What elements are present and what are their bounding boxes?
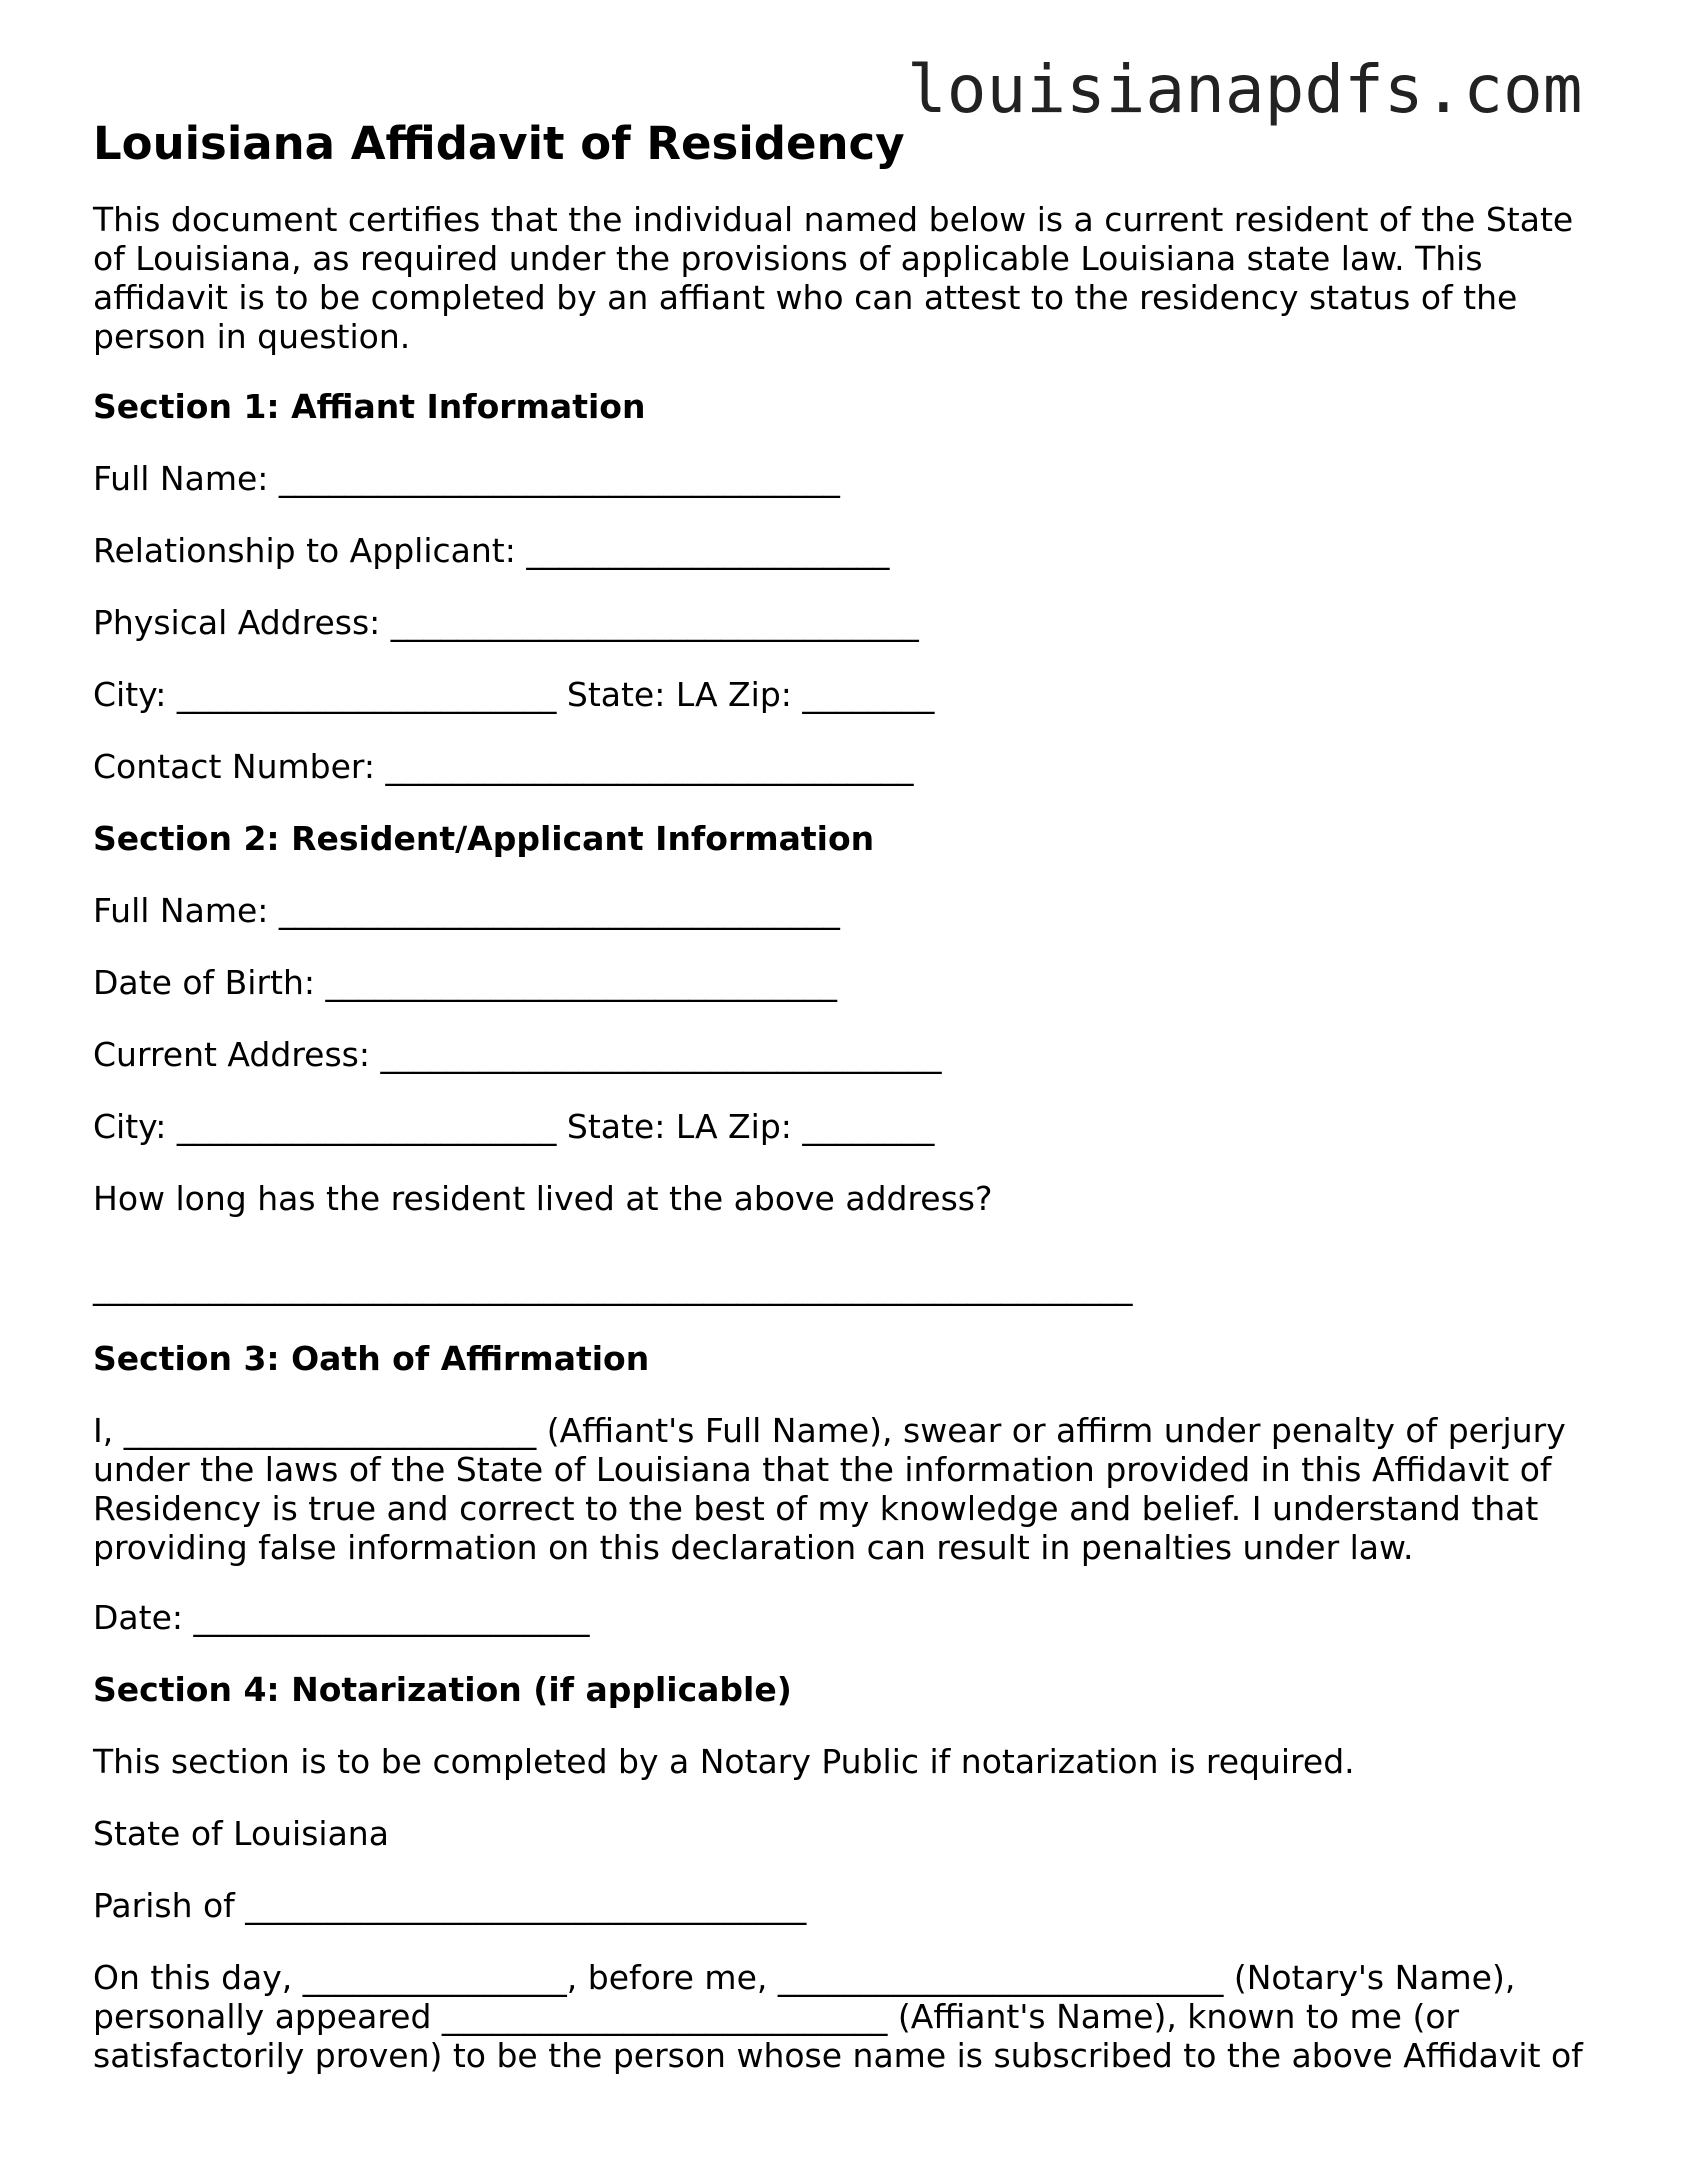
- current-address-field[interactable]: Current Address: __________________________________: [93, 1035, 942, 1074]
- notary-note: This section is to be completed by a Notary Public if notarization is required.: [93, 1742, 1355, 1781]
- notary-line: satisfactorily proven) to be the person whose name is subscribed to the above Affidavit of: [93, 2036, 1583, 2075]
- resident-city-state-zip-field[interactable]: City: _______________________ State: LA Zip: ________: [93, 1107, 935, 1146]
- physical-address-field[interactable]: Physical Address: ________________________________: [93, 603, 919, 642]
- intro-line: person in question.: [93, 317, 411, 356]
- notary-paragraph: [93, 1958, 1593, 2075]
- notary-line[interactable]: personally appeared ___________________________ (Affiant's Name), known to me (or: [93, 1997, 1460, 2036]
- notary-line[interactable]: On this day, ________________, before me, ___________________________ (Notary's Name),: [93, 1958, 1516, 1997]
- date-of-birth-field[interactable]: Date of Birth: _______________________________: [93, 963, 837, 1002]
- section-1-heading: Section 1: Affiant Information: [93, 387, 646, 426]
- document-body: [93, 112, 1593, 2075]
- affiant-city-state-zip-field[interactable]: City: _______________________ State: LA Zip: ________: [93, 675, 935, 714]
- intro-line: This document certifies that the individual named below is a current resident of the State: [93, 200, 1574, 239]
- document-title: Louisiana Affidavit of Residency: [93, 117, 905, 170]
- oath-line: providing false information on this declaration can result in penalties under law.: [93, 1528, 1414, 1567]
- intro-line: of Louisiana, as required under the provisions of applicable Louisiana state law. This: [93, 239, 1483, 278]
- affiant-full-name-field[interactable]: Full Name: __________________________________: [93, 459, 840, 498]
- section-2-heading: Section 2: Resident/Applicant Information: [93, 819, 875, 858]
- how-long-question: How long has the resident lived at the above address?: [93, 1179, 993, 1218]
- oath-line: Residency is true and correct to the best of my knowledge and belief. I understand that: [93, 1489, 1539, 1528]
- watermark: louisianapdfs.com: [907, 51, 1583, 128]
- relationship-field[interactable]: Relationship to Applicant: ______________________: [93, 531, 890, 570]
- intro-line: affidavit is to be completed by an affiant who can attest to the residency status of the: [93, 278, 1518, 317]
- contact-number-field[interactable]: Contact Number: ________________________________: [93, 747, 914, 786]
- oath-date-field[interactable]: Date: ________________________: [93, 1598, 590, 1637]
- section-4-heading: Section 4: Notarization (if applicable): [93, 1670, 792, 1709]
- section-3-heading: Section 3: Oath of Affirmation: [93, 1339, 650, 1378]
- resident-full-name-field[interactable]: Full Name: __________________________________: [93, 891, 840, 930]
- parish-field[interactable]: Parish of __________________________________: [93, 1886, 807, 1925]
- oath-paragraph: [93, 1411, 1593, 1567]
- intro-paragraph: [93, 200, 1593, 356]
- how-long-answer-field[interactable]: _______________________________________________________________: [93, 1267, 1133, 1306]
- oath-line[interactable]: I, _________________________ (Affiant's Full Name), swear or affirm under penalty of perjury: [93, 1411, 1566, 1450]
- oath-line: under the laws of the State of Louisiana that the information provided in this Affidavit of: [93, 1450, 1552, 1489]
- state-of-louisiana: State of Louisiana: [93, 1814, 389, 1853]
